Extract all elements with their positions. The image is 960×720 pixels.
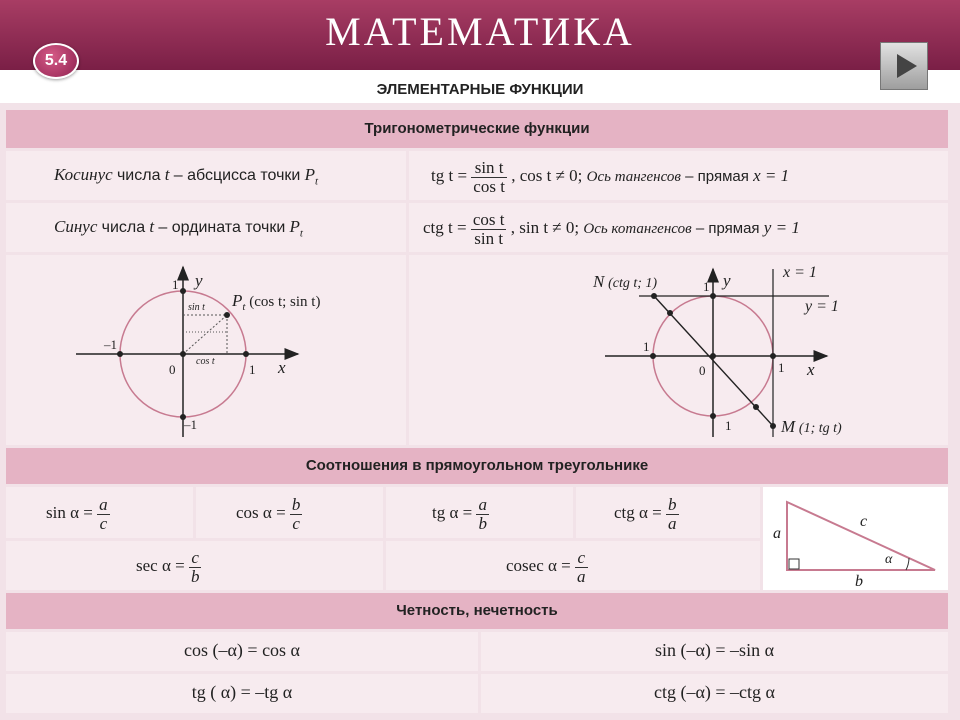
- sin-definition-cell: [6, 203, 406, 252]
- c2-n-coords: (ctg t; 1): [608, 276, 658, 291]
- ratio-sec-lhs: sec α =: [136, 556, 185, 575]
- c1-one-top: 1: [172, 277, 179, 292]
- tg-axis-eq: x = 1: [753, 166, 790, 185]
- c1-point-label: P: [232, 291, 243, 310]
- sin-term: Синус: [54, 217, 98, 236]
- cos-rest: числа: [116, 167, 161, 184]
- cotangent-cell: [409, 203, 948, 252]
- angle-arc: [906, 558, 909, 570]
- c1-sin-label: sin t: [188, 302, 205, 313]
- point-origin: [180, 351, 186, 357]
- point-origin-2: [710, 353, 716, 359]
- ratio-cos-fraction: [290, 496, 303, 533]
- point-right-2: [770, 353, 776, 359]
- c1-one-right: 1: [249, 362, 256, 377]
- tg-axis-term: Ось тангенсов: [586, 169, 681, 185]
- c2-y1-label: y = 1: [805, 298, 839, 315]
- ctg-numerator: cos t: [472, 209, 505, 229]
- sin-point-sub: t: [299, 227, 303, 240]
- ratio-tg-cell: [386, 487, 573, 538]
- ratio-cos-den: c: [292, 513, 300, 533]
- triangle-b: b: [855, 573, 863, 590]
- triangle-cell: [763, 487, 948, 590]
- ratio-sec-fraction: [189, 549, 202, 586]
- ratio-ctg-num: b: [668, 494, 677, 514]
- c1-zero: 0: [169, 362, 176, 377]
- ratio-tg-lhs: tg α =: [432, 503, 473, 522]
- section-badge: 5.4: [33, 43, 79, 79]
- ratio-ctg-den: a: [668, 513, 677, 533]
- tg-fraction: [471, 159, 507, 196]
- point-m: [770, 423, 776, 429]
- triangle-a: a: [773, 525, 781, 542]
- ratio-cosec-fraction: [575, 549, 588, 586]
- ratio-tg-num: a: [478, 494, 487, 514]
- triangle-c: c: [860, 513, 868, 530]
- c2-n-label: N: [593, 272, 605, 291]
- c1-cos-label: cos t: [196, 356, 215, 367]
- c1-point-sub: t: [242, 301, 246, 313]
- ratio-sin-num: a: [99, 494, 108, 514]
- ratio-cos-cell: [196, 487, 383, 538]
- parity-tg-cell: [6, 674, 478, 713]
- cos-desc: – абсцисса точки: [173, 167, 301, 184]
- cos-definition-cell: [6, 151, 406, 200]
- ratio-cosec-lhs: cosec α =: [506, 556, 571, 575]
- c2-one-left: 1: [643, 339, 650, 354]
- c2-m-label: M: [781, 417, 796, 436]
- ratio-sin-fraction: [97, 496, 110, 533]
- ratio-sin-den: c: [99, 513, 108, 533]
- ratio-sin-lhs: sin α =: [46, 503, 93, 522]
- c2-one-bottom: 1: [725, 418, 732, 433]
- point-lower: [753, 404, 759, 410]
- point-right: [243, 351, 249, 357]
- c2-one-right: 1: [778, 360, 785, 375]
- cos-point: P: [304, 165, 315, 184]
- tg-numerator: sin t: [471, 159, 507, 178]
- point-pt: [224, 312, 230, 318]
- ratio-sin-cell: [6, 487, 193, 538]
- tg-denominator: cos t: [473, 176, 505, 196]
- play-icon: [897, 54, 917, 78]
- c2-y-label: y: [723, 271, 731, 290]
- ratio-cosec-num: c: [575, 549, 588, 568]
- tg-axis-rest: – прямая: [685, 168, 749, 185]
- point-bottom-2: [710, 413, 716, 419]
- ratio-cos-lhs: cos α =: [236, 503, 286, 522]
- ratio-tg-den: b: [478, 513, 487, 533]
- parity-ctg: ctg (–α) = –ctg α: [654, 682, 775, 702]
- c1-y-label: y: [195, 271, 203, 290]
- parity-sin-cell: [481, 632, 948, 671]
- parity-cos: cos (–α) = cos α: [184, 640, 300, 660]
- ratio-sec-num: c: [189, 549, 202, 568]
- c1-x-label: x: [278, 358, 286, 377]
- page-title: МАТЕМАТИКА: [325, 9, 635, 54]
- parity-ctg-cell: [481, 674, 948, 713]
- sin-desc: – ордината точки: [158, 219, 286, 236]
- ratio-tg-fraction: [476, 496, 489, 533]
- ctg-axis-term: Ось котангенсов: [583, 221, 692, 237]
- subtitle: ЭЛЕМЕНТАРНЫЕ ФУНКЦИИ: [376, 81, 584, 98]
- ctg-fraction: [471, 211, 507, 248]
- point-left: [117, 351, 123, 357]
- tg-condition: , cos t ≠ 0;: [511, 166, 583, 185]
- c2-x1-label: x = 1: [783, 264, 817, 281]
- c2-one-top: 1: [703, 279, 710, 294]
- ratio-cosec-cell: [386, 541, 760, 590]
- parity-cos-cell: [6, 632, 478, 671]
- unit-circle-diagram: [6, 255, 406, 445]
- radius-line: [183, 315, 227, 354]
- tangent-cell: [409, 151, 948, 200]
- c1-point-coords: (cos t; sin t): [249, 294, 321, 310]
- cos-t: t: [164, 165, 170, 184]
- c1-neg-one-bottom: –1: [184, 417, 197, 432]
- ratio-sec-cell: [6, 541, 383, 590]
- point-left-2: [650, 353, 656, 359]
- ratio-ctg-cell: [576, 487, 760, 538]
- ctg-denominator: sin t: [474, 228, 504, 248]
- tg-lhs: tg t =: [431, 166, 468, 185]
- parity-tg: tg ( α) = –tg α: [191, 682, 293, 702]
- ratio-cosec-den: a: [577, 566, 586, 586]
- ctg-axis-eq: y = 1: [763, 218, 800, 237]
- section-header-ratios: Соотношения в прямоугольном треугольнике: [6, 448, 948, 484]
- cos-term: Косинус: [54, 165, 113, 184]
- tangent-axis-cell: [409, 255, 948, 445]
- unit-circle-cell: [6, 255, 406, 445]
- ctg-condition: , sin t ≠ 0;: [510, 218, 580, 237]
- section-header-parity: Четность, нечетность: [6, 593, 948, 629]
- sin-t: t: [149, 217, 155, 236]
- ratio-sec-den: b: [190, 566, 200, 586]
- section-header-trig: Тригонометрические функции: [6, 110, 948, 148]
- ratio-cos-num: b: [291, 494, 301, 514]
- c1-neg-one-left: –1: [104, 337, 117, 352]
- tangent-axis-diagram: [409, 255, 948, 445]
- c2-x-label: x: [807, 360, 815, 379]
- sin-rest: числа: [101, 219, 146, 236]
- triangle-alpha: α: [885, 552, 893, 567]
- ratio-ctg-fraction: [666, 496, 679, 533]
- point-n: [651, 293, 657, 299]
- ctg-axis-rest: – прямая: [695, 220, 760, 237]
- right-angle-mark: [789, 559, 799, 569]
- parity-sin: sin (–α) = –sin α: [654, 640, 774, 660]
- point-top: [180, 288, 186, 294]
- c2-zero: 0: [699, 363, 706, 378]
- cos-point-sub: t: [315, 175, 319, 188]
- ctg-lhs: ctg t =: [423, 218, 467, 237]
- c2-m-coords: (1; tg t): [798, 421, 842, 436]
- sin-point: P: [289, 217, 300, 236]
- point-top-2: [710, 293, 716, 299]
- point-upper: [667, 310, 673, 316]
- ratio-ctg-lhs: ctg α =: [614, 503, 662, 522]
